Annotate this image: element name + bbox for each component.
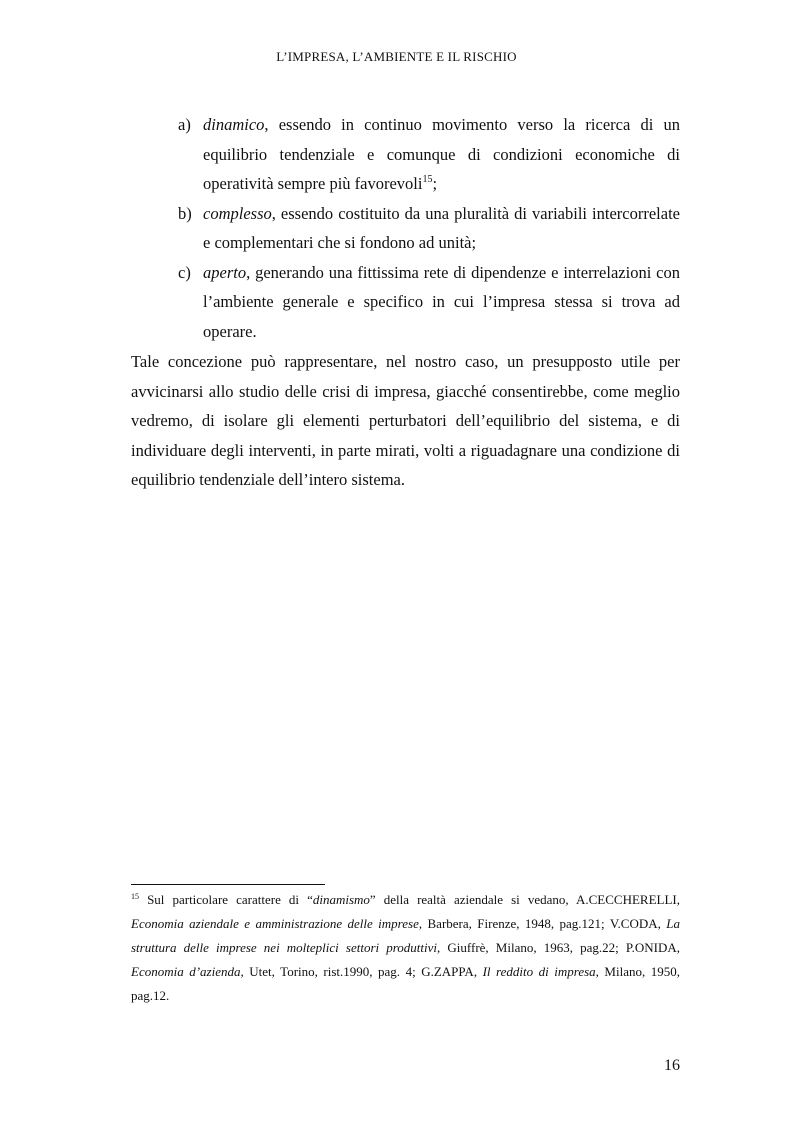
- footnote-text: ” della realtà aziendale si vedano, A.CECCHERELLI,: [369, 892, 680, 907]
- list-text: , essendo in continuo movimento verso la ricerca di un equilibrio tendenziale e comunque di condizioni economiche di operatività sempre più favorevoli: [203, 115, 680, 193]
- list-marker: c): [178, 262, 191, 282]
- list-term: dinamico: [203, 115, 265, 134]
- list-text: , essendo costituito da una pluralità di variabili intercorrelate e complementari che si fondono ad unità;: [203, 203, 680, 252]
- body-paragraph: Tale concezione può rappresentare, nel nostro caso, un presupposto utile per avvicinarsi allo studio delle crisi di impresa, giacché consentirebbe, come meglio vedremo, di isolare gli elementi perturbatori dell’equilibrio del sistema, e di individuare degli interventi, in parte mirati, volti a riguadagnare una condizione di equilibrio tendenziale dell’intero sistema.: [131, 352, 680, 489]
- footnote-text: Sul particolare carattere di “: [139, 892, 313, 907]
- footnote-italic: Il reddito di impresa: [482, 964, 596, 979]
- list-item: [178, 258, 680, 347]
- footnote-separator: [131, 884, 325, 885]
- list-term: complesso: [203, 203, 272, 223]
- footnote-number: 15: [131, 892, 139, 901]
- page-number: 16: [664, 1057, 680, 1074]
- footnote-text: , Barbera, Firenze, 1948, pag.121; V.CODA,: [418, 916, 667, 931]
- footnote-italic: Economia aziendale e amministrazione delle imprese: [131, 916, 419, 931]
- list-tail: ;: [432, 174, 438, 193]
- footnote-italic: dinamismo: [312, 892, 370, 907]
- list-item: [178, 110, 680, 199]
- footnote-text: , Giuffrè, Milano, 1963, pag.22; P.ONIDA,: [437, 940, 680, 955]
- footnote-italic: La struttura delle imprese nei molteplici settori produttivi: [131, 916, 680, 955]
- list-term: aperto: [203, 262, 247, 282]
- footnote-italic: Economia d’azienda: [131, 964, 241, 979]
- running-header: L’IMPRESA, L’AMBIENTE E IL RISCHIO: [276, 49, 517, 64]
- list-marker: b): [178, 203, 192, 223]
- footnote: [131, 888, 680, 1008]
- footnote-text: , Milano, 1950, pag.12.: [131, 964, 681, 1003]
- footnote-reference[interactable]: 15: [422, 174, 433, 185]
- characteristics-list: [178, 110, 680, 346]
- list-marker: a): [178, 115, 191, 134]
- list-item: [178, 199, 680, 258]
- footnote-text: , Utet, Torino, rist.1990, pag. 4; G.ZAPPA,: [240, 964, 483, 979]
- list-text: , generando una fittissima rete di dipendenze e interrelazioni con l’ambiente generale e specifico in cui l’impresa stessa si trova ad operare.: [203, 262, 680, 341]
